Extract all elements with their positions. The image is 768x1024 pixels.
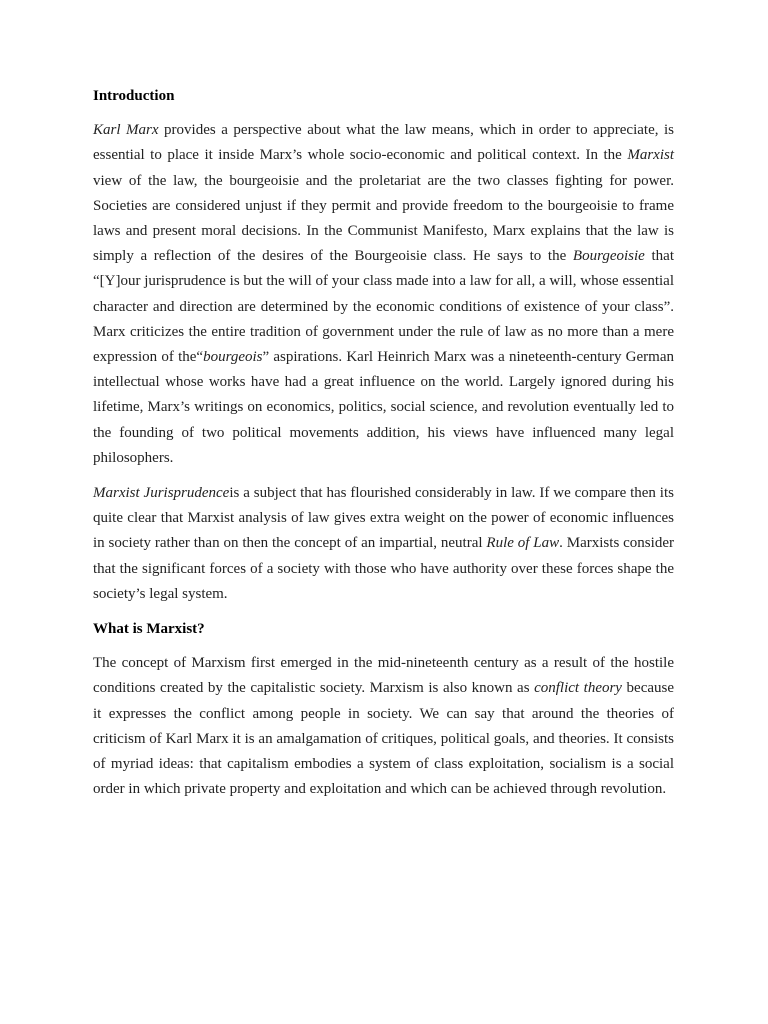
- text-run: is a subject that has flourished considerably in law. If we compare then its quite clear that Marxist analysis of law gives extra weight on the power of economic influences in society rather than on then the concept of an impartial, neutral: [93, 485, 674, 552]
- text-run: bourgeois: [203, 349, 263, 366]
- text-run: . Marxists consider that the significant forces of a society with those who have authority over these forces shape the society’s legal system.: [93, 535, 674, 602]
- paragraph-intro-1: [93, 118, 674, 471]
- text-run: Marxist: [627, 147, 674, 164]
- text-run: view of the law, the bourgeoisie and the proletariat are the two classes fighting for power. Societies are considered unjust if they permit and provide freedom to the bourgeoisie to frame laws and present moral decisions. In the Communist Manifesto, Marx explains that the law is simply a reflection of the desires of the Bourgeoisie class. He says to the: [93, 172, 674, 265]
- paragraph-marxism-1: [93, 651, 674, 802]
- document-page: [93, 84, 674, 812]
- text-run: Rule of Law: [486, 535, 560, 552]
- paragraph-intro-2: [93, 481, 674, 607]
- section-heading-introduction: Introduction: [93, 88, 175, 104]
- text-run: conflict theory: [534, 680, 622, 697]
- text-run: because it expresses the conflict among people in society. We can say that around the theories of criticism of Karl Marx it is an amalgamation of critiques, political goals, and theories. It consists of myriad ideas: that capitalism embodies a system of class exploitation, socialism is a social order in which private property and exploitation and which can be achieved through revolution.: [93, 680, 675, 798]
- text-run: Bourgeoisie: [572, 248, 645, 265]
- section-heading-what-is-marxist: What is Marxist?: [93, 621, 205, 638]
- text-run: provides a perspective about what the law means, which in order to appreciate, is essential to place it inside Marx’s whole socio-economic and political context. In the: [93, 122, 675, 164]
- text-run: Marxist Jurisprudence: [93, 485, 230, 502]
- text-run: ” aspirations. Karl Heinrich Marx was a nineteenth-century German intellectual whose works have had a great influence on the world. Largely ignored during his lifetime, Marx’s writings on economics, politics, social science, and revolution eventually led to the founding of two political movements addition, his views have influenced many legal philosophers.: [93, 349, 674, 466]
- text-run: The concept of Marxism first emerged in the mid-nineteenth century as a result of the hostile conditions created by the capitalistic society. Marxism is also known as: [93, 655, 674, 697]
- text-run: Karl Marx: [93, 122, 159, 139]
- text-run: that “[Y]our jurisprudence is but the will of your class made into a law for all, a will, whose essential character and direction are determined by the economic conditions of existence of your class”. Marx criticizes the entire tradition of government under the rule of law as no more than a mere expression of the“: [93, 248, 674, 366]
